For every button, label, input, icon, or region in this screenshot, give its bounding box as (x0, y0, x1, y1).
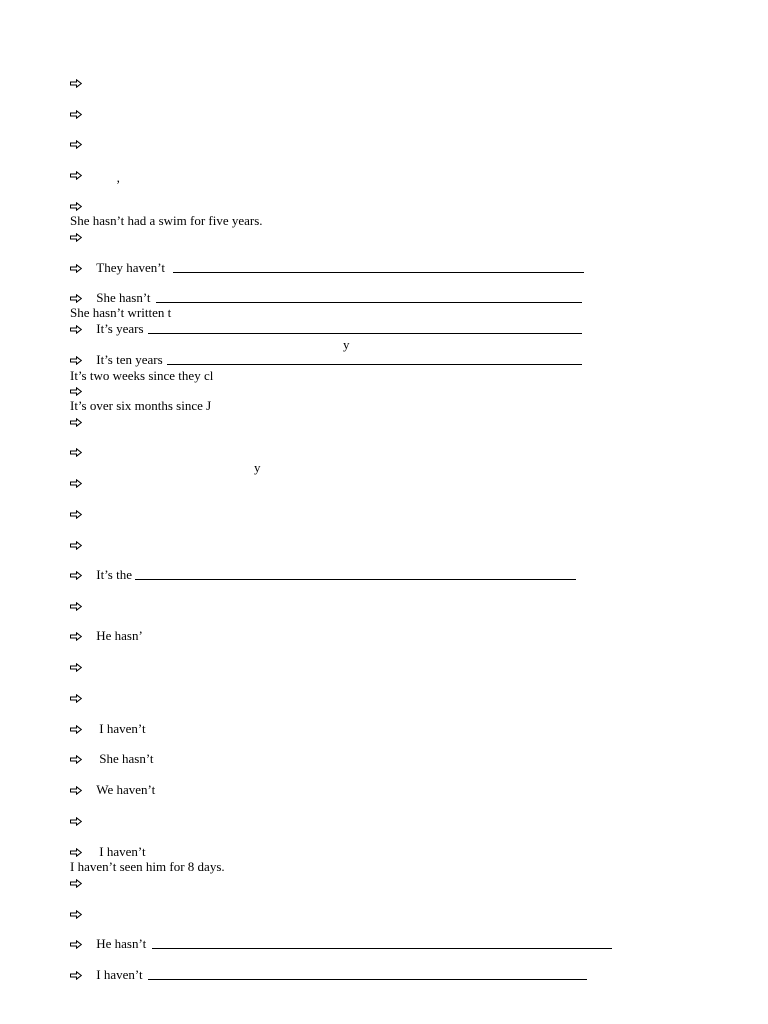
stray-apostrophe: ’ (116, 177, 121, 192)
right-arrow-icon (70, 264, 82, 273)
sentence-start: I haven’t (99, 721, 146, 736)
right-arrow-icon (70, 725, 82, 734)
exercise-row (70, 259, 165, 276)
right-arrow-icon (70, 356, 82, 365)
exercise-row (70, 413, 82, 430)
right-arrow-icon (70, 632, 82, 641)
answer-blank[interactable] (156, 302, 582, 303)
right-arrow-icon (70, 171, 82, 180)
sentence-start: It’s ten years (96, 352, 163, 367)
answer-blank[interactable] (173, 272, 584, 273)
right-arrow-icon (70, 418, 82, 427)
right-arrow-icon (70, 940, 82, 949)
sentence-text: It’s two weeks since they cl (70, 368, 214, 383)
sentence-start: She hasn’t (99, 751, 154, 766)
right-arrow-icon (70, 294, 82, 303)
exercise-row (70, 228, 82, 245)
right-arrow-icon (70, 79, 82, 88)
exercise-row (70, 566, 132, 583)
exercise-row (70, 905, 82, 922)
example-sentence (70, 304, 171, 321)
sentence-start: It’s years (96, 321, 144, 336)
right-arrow-icon (70, 571, 82, 580)
exercise-row (70, 627, 143, 644)
answer-blank[interactable] (135, 579, 576, 580)
exercise-row (70, 781, 155, 798)
right-arrow-icon (70, 110, 82, 119)
exercise-row (70, 812, 82, 829)
example-sentence (70, 397, 211, 414)
sentence-text: She hasn’t written t (70, 305, 172, 320)
sentence-start: It’s the (96, 567, 132, 582)
exercise-row (70, 505, 82, 522)
exercise-row (70, 74, 82, 91)
right-arrow-icon (70, 755, 82, 764)
answer-blank[interactable] (148, 333, 582, 334)
sentence-start: He hasn’ (96, 628, 143, 643)
right-arrow-icon (70, 233, 82, 242)
right-arrow-icon (70, 910, 82, 919)
sentence-start: They haven’t (96, 260, 165, 275)
right-arrow-icon (70, 479, 82, 488)
right-arrow-icon (70, 663, 82, 672)
exercise-row (70, 135, 82, 152)
right-arrow-icon (70, 694, 82, 703)
answer-blank[interactable] (148, 979, 587, 980)
sentence-text: She hasn’t had a swim for five years. (70, 213, 263, 228)
exercise-row (70, 658, 82, 675)
exercise-row (70, 935, 146, 952)
stray-letter: y (343, 337, 350, 352)
exercise-row (70, 166, 82, 183)
exercise-row (70, 720, 146, 737)
sentence-start: She hasn’t (96, 290, 151, 305)
exercise-row (70, 351, 163, 368)
exercise-row (70, 443, 82, 460)
right-arrow-icon (70, 786, 82, 795)
right-arrow-icon (70, 510, 82, 519)
exercise-row (70, 597, 82, 614)
right-arrow-icon (70, 541, 82, 550)
stray-letter: y (254, 460, 261, 475)
exercise-row (70, 474, 82, 491)
exercise-row (70, 750, 154, 767)
right-arrow-icon (70, 140, 82, 149)
answer-blank[interactable] (167, 364, 582, 365)
sentence-text: It’s over six months since J (70, 398, 212, 413)
right-arrow-icon (70, 879, 82, 888)
sentence-start: We haven’t (96, 782, 156, 797)
right-arrow-icon (70, 848, 82, 857)
exercise-row (70, 105, 82, 122)
example-sentence (70, 212, 263, 229)
example-sentence (70, 858, 225, 875)
right-arrow-icon (70, 602, 82, 611)
sentence-start: He hasn’t (96, 936, 147, 951)
exercise-row (70, 689, 82, 706)
answer-blank[interactable] (152, 948, 612, 949)
sentence-start: I haven’t (99, 844, 146, 859)
right-arrow-icon (70, 448, 82, 457)
exercise-row (70, 320, 144, 337)
exercise-row (70, 966, 143, 983)
right-arrow-icon (70, 325, 82, 334)
sentence-text: I haven’t seen him for 8 days. (70, 859, 225, 874)
exercise-row (70, 874, 82, 891)
sentence-start: I haven’t (96, 967, 143, 982)
exercise-row (70, 536, 82, 553)
right-arrow-icon (70, 817, 82, 826)
right-arrow-icon (70, 971, 82, 980)
right-arrow-icon (70, 387, 82, 396)
example-sentence (70, 367, 213, 384)
right-arrow-icon (70, 202, 82, 211)
